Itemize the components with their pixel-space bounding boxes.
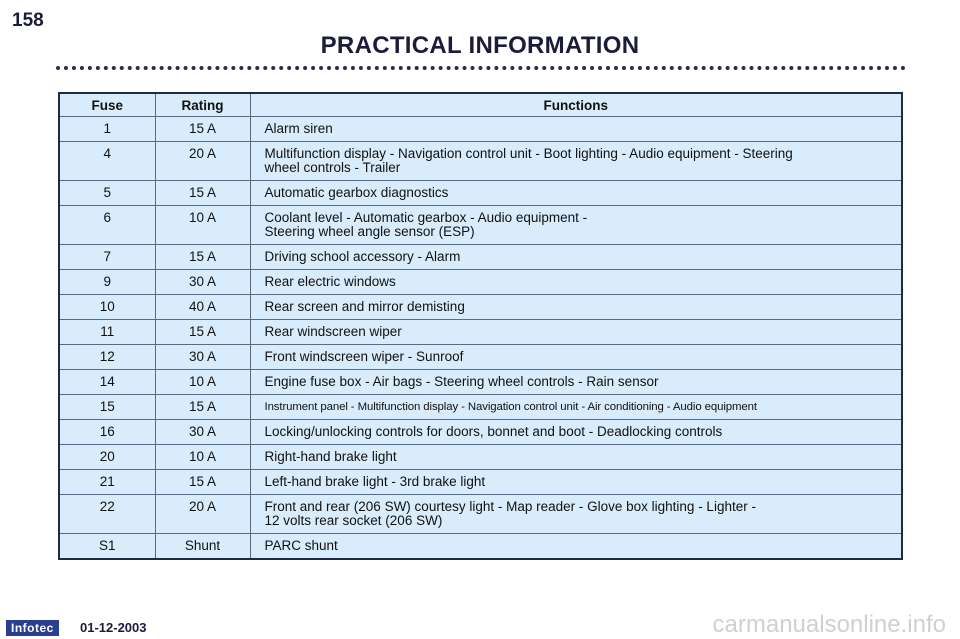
function-line: Multifunction display - Navigation control unit - Boot lighting - Audio equipment - Steering	[264, 146, 793, 161]
function-line: Front and rear (206 SW) courtesy light - Map reader - Glove box lighting - Lighter -	[264, 499, 756, 514]
fuse-rating: 10 A	[155, 206, 250, 245]
fuse-functions	[250, 395, 902, 420]
fuse-rating: 40 A	[155, 295, 250, 320]
fuse-rating: 20 A	[155, 142, 250, 181]
header-fuse: Fuse	[59, 93, 155, 117]
table-row	[59, 470, 902, 495]
title-divider	[56, 66, 906, 70]
watermark: carmanualsonline.info	[712, 611, 946, 638]
table-row	[59, 245, 902, 270]
function-line: Automatic gearbox diagnostics	[264, 185, 449, 200]
header-rating: Rating	[155, 93, 250, 117]
fuse-functions	[250, 270, 902, 295]
fuse-functions	[250, 345, 902, 370]
fuse-functions	[250, 181, 902, 206]
function-line: PARC shunt	[264, 538, 338, 553]
fuse-rating: 10 A	[155, 445, 250, 470]
fuse-rating: 10 A	[155, 370, 250, 395]
fuse-number: 15	[59, 395, 155, 420]
table-row	[59, 320, 902, 345]
infotec-logo: Infotec	[6, 620, 59, 636]
function-line: Driving school accessory - Alarm	[264, 249, 461, 264]
fuse-rating: 15 A	[155, 181, 250, 206]
fuse-functions	[250, 245, 902, 270]
fuse-rating: 15 A	[155, 395, 250, 420]
fuse-functions	[250, 534, 902, 560]
fuse-number: S1	[59, 534, 155, 560]
fuse-rating: 30 A	[155, 345, 250, 370]
fuse-functions	[250, 495, 902, 534]
table-row	[59, 295, 902, 320]
table-row	[59, 534, 902, 560]
function-line: Rear windscreen wiper	[264, 324, 402, 339]
function-line: Alarm siren	[264, 121, 333, 136]
fuse-rating: 20 A	[155, 495, 250, 534]
fuse-rating: 30 A	[155, 420, 250, 445]
fuse-number: 9	[59, 270, 155, 295]
fuse-number: 10	[59, 295, 155, 320]
fuse-functions	[250, 370, 902, 395]
function-line: 12 volts rear socket (206 SW)	[264, 513, 443, 528]
fuse-number: 4	[59, 142, 155, 181]
fuse-functions	[250, 206, 902, 245]
fuse-number: 6	[59, 206, 155, 245]
fuse-rating: Shunt	[155, 534, 250, 560]
fuse-functions	[250, 295, 902, 320]
function-line: Front windscreen wiper - Sunroof	[264, 349, 464, 364]
function-line: Left-hand brake light - 3rd brake light	[264, 474, 486, 489]
fuse-functions	[250, 320, 902, 345]
fuse-rating: 15 A	[155, 117, 250, 142]
fuse-rating: 15 A	[155, 320, 250, 345]
fuse-functions	[250, 142, 902, 181]
fuse-number: 11	[59, 320, 155, 345]
page-number: 158	[12, 10, 44, 31]
table-row	[59, 270, 902, 295]
fuse-number: 12	[59, 345, 155, 370]
fuse-number: 14	[59, 370, 155, 395]
fuse-functions	[250, 117, 902, 142]
fuse-number: 7	[59, 245, 155, 270]
function-line: Rear electric windows	[264, 274, 396, 289]
table-row	[59, 495, 902, 534]
table-row	[59, 345, 902, 370]
table-row	[59, 206, 902, 245]
fuse-functions	[250, 420, 902, 445]
fuse-rating: 30 A	[155, 270, 250, 295]
function-line: Rear screen and mirror demisting	[264, 299, 465, 314]
function-line: wheel controls - Trailer	[264, 160, 401, 175]
fuse-number: 16	[59, 420, 155, 445]
fuse-number: 5	[59, 181, 155, 206]
function-line: Engine fuse box - Air bags - Steering wheel controls - Rain sensor	[264, 374, 659, 389]
fuse-table	[58, 92, 903, 560]
page-title: PRACTICAL INFORMATION	[320, 32, 640, 59]
fuse-number: 1	[59, 117, 155, 142]
fuse-table-body	[59, 117, 902, 560]
fuse-functions	[250, 445, 902, 470]
table-row	[59, 420, 902, 445]
table-row	[59, 395, 902, 420]
function-line: Right-hand brake light	[264, 449, 397, 464]
table-header-row	[59, 93, 902, 117]
footer-date: 01-12-2003	[80, 620, 147, 635]
function-line: Instrument panel - Multifunction display - Navigation control unit - Air conditioning - Audio equipment	[264, 401, 757, 413]
table-row	[59, 117, 902, 142]
fuse-number: 22	[59, 495, 155, 534]
table-row	[59, 370, 902, 395]
table-row	[59, 181, 902, 206]
function-line: Steering wheel angle sensor (ESP)	[264, 224, 475, 239]
header-functions: Functions	[250, 93, 902, 117]
fuse-functions	[250, 470, 902, 495]
function-line: Coolant level - Automatic gearbox - Audio equipment -	[264, 210, 588, 225]
table-row	[59, 142, 902, 181]
fuse-number: 20	[59, 445, 155, 470]
table-row	[59, 445, 902, 470]
fuse-rating: 15 A	[155, 470, 250, 495]
function-line: Locking/unlocking controls for doors, bonnet and boot - Deadlocking controls	[264, 424, 723, 439]
fuse-rating: 15 A	[155, 245, 250, 270]
fuse-number: 21	[59, 470, 155, 495]
